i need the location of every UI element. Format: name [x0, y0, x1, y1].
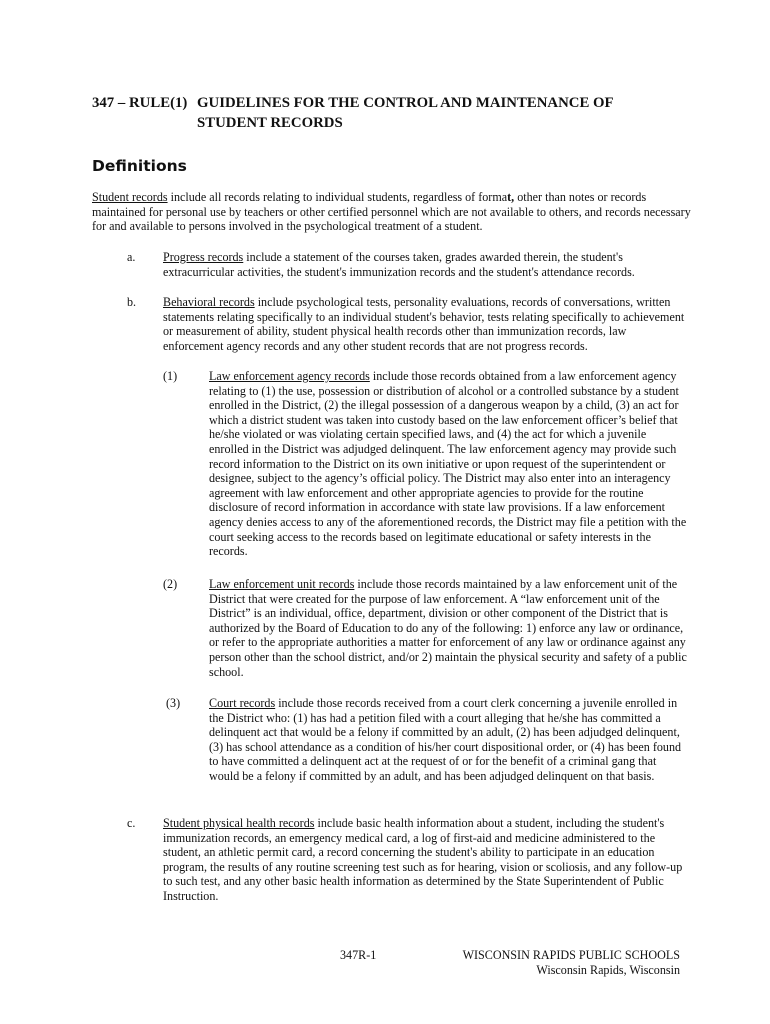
subitem-text: [209, 577, 687, 679]
intro-bold-char: t,: [507, 190, 515, 204]
organization-block: [440, 948, 680, 977]
item-description: include a statement of the courses taken, grades awarded therein, the student's extracurricular activities, the student's immunization records and the student's attendance records.: [163, 250, 635, 279]
subitem-description: include those records obtained from a law enforcement agency relating to (1) the use, possession or distribution of alcohol or a controlled substance by a student enrolled in the District, (2) the illegal possession of a dangerous weapon by a child, (3) an act for which a district student was taken into custody based on the law enforcement officer’s belief that he/she violated or was violating certain specified laws, and (4) the act for which a juvenile enrolled in the District was adjudged delinquent. The law enforcement agency may provide such record information to the District on its own initiative or upon request of the superintendent or designee, subject to the agency’s official policy. The District may also enter into an interagency agreement with law enforcement and other appropriate agencies to provide for the routine disclosure of record information in accordance with state law provisions. If a law enforcement agency denies access to any of the aforementioned records, the District may file a petition with the court seeking access to the records based on legitimate educational or safety interests in the records.: [209, 369, 687, 559]
intro-text-part2: other than notes or records maintained for personal use by teachers or other certified personnel which are not available to others, and records necessary for and available to persons involved in the psychological treatment of a student.: [92, 190, 691, 234]
item-text: [163, 816, 688, 904]
organization-location: Wisconsin Rapids, Wisconsin: [536, 962, 680, 977]
item-text: [163, 250, 688, 279]
section-heading: Definitions: [92, 157, 187, 175]
subitem-description: include those records received from a court clerk concerning a juvenile enrolled in the District who: (1) has had a petition filed with a court alleging that he/she has committed a delinquent act that would be a felony if committed by an adult, (2) has been adjudged delinquent, (3) has school attendance as a condition of his/her court dispositional order, or (4) has been found to have committed a delinquent act at the request of or for the benefit of a criminal gang that would be a felony if committed by an adult, and has been adjudged delinquent on that basis.: [209, 696, 682, 783]
title-line-2: STUDENT RECORDS: [197, 115, 343, 131]
term-law-enforcement-agency-records: Law enforcement agency records: [209, 369, 370, 383]
term-student-physical-health-records: Student physical health records: [163, 816, 315, 830]
item-label: c.: [127, 816, 136, 830]
intro-paragraph: [92, 190, 692, 234]
item-label: a.: [127, 250, 136, 264]
term-court-records: Court records: [209, 696, 276, 710]
item-description: include psychological tests, personality evaluations, records of conversations, written statements relating specifically to an individual student's behavior, tests relating specifically to achievement or measurement of ability, student physical health records other than immunization records, law enforcement agency records and any other student records that are not progress records.: [163, 295, 685, 353]
intro-text-part1: include all records relating to individual students, regardless of forma: [167, 190, 508, 204]
page-code: 347R-1: [340, 948, 377, 962]
item-description: include basic health information about a student, including the student's immunization records, an emergency medical card, a log of first-aid and medicine administered to the student, an athletic permit card, a record concerning the student's ability to participate in an education program, the results of any routine screening test such as for hearing, vision or scoliosis, and any follow-up to such test, and any other basic health information as determined by the State Superintendent of Public Instruction.: [163, 816, 683, 903]
title-line-1: GUIDELINES FOR THE CONTROL AND MAINTENANCE OF: [197, 95, 614, 111]
subitem-description: include those records maintained by a law enforcement unit of the District that were created for the purpose of law enforcement. A “law enforcement unit of the District” is an individual, office, department, division or other component of the District that is authorized by the Board of Education to do any of the following: 1) enforce any law or ordinance, or refer to the appropriate authorities a matter for enforcement of any law or ordinance against any person other than the school district, and/or 2) maintain the physical security and safety of a public school.: [209, 577, 687, 679]
subitem-label: (3): [166, 696, 181, 710]
subitem-text: [209, 369, 687, 559]
subitem-label: (1): [163, 369, 178, 383]
item-text: [163, 295, 688, 353]
item-label: b.: [127, 295, 137, 309]
term-law-enforcement-unit-records: Law enforcement unit records: [209, 577, 355, 591]
subitem-label: (2): [163, 577, 178, 591]
term-student-records: Student records: [92, 190, 168, 204]
subitem-text: [209, 696, 687, 784]
term-progress-records: Progress records: [163, 250, 244, 264]
policy-number: 347 – RULE(1): [92, 95, 188, 111]
organization-name: WISCONSIN RAPIDS PUBLIC SCHOOLS: [462, 948, 680, 962]
term-behavioral-records: Behavioral records: [163, 295, 255, 309]
